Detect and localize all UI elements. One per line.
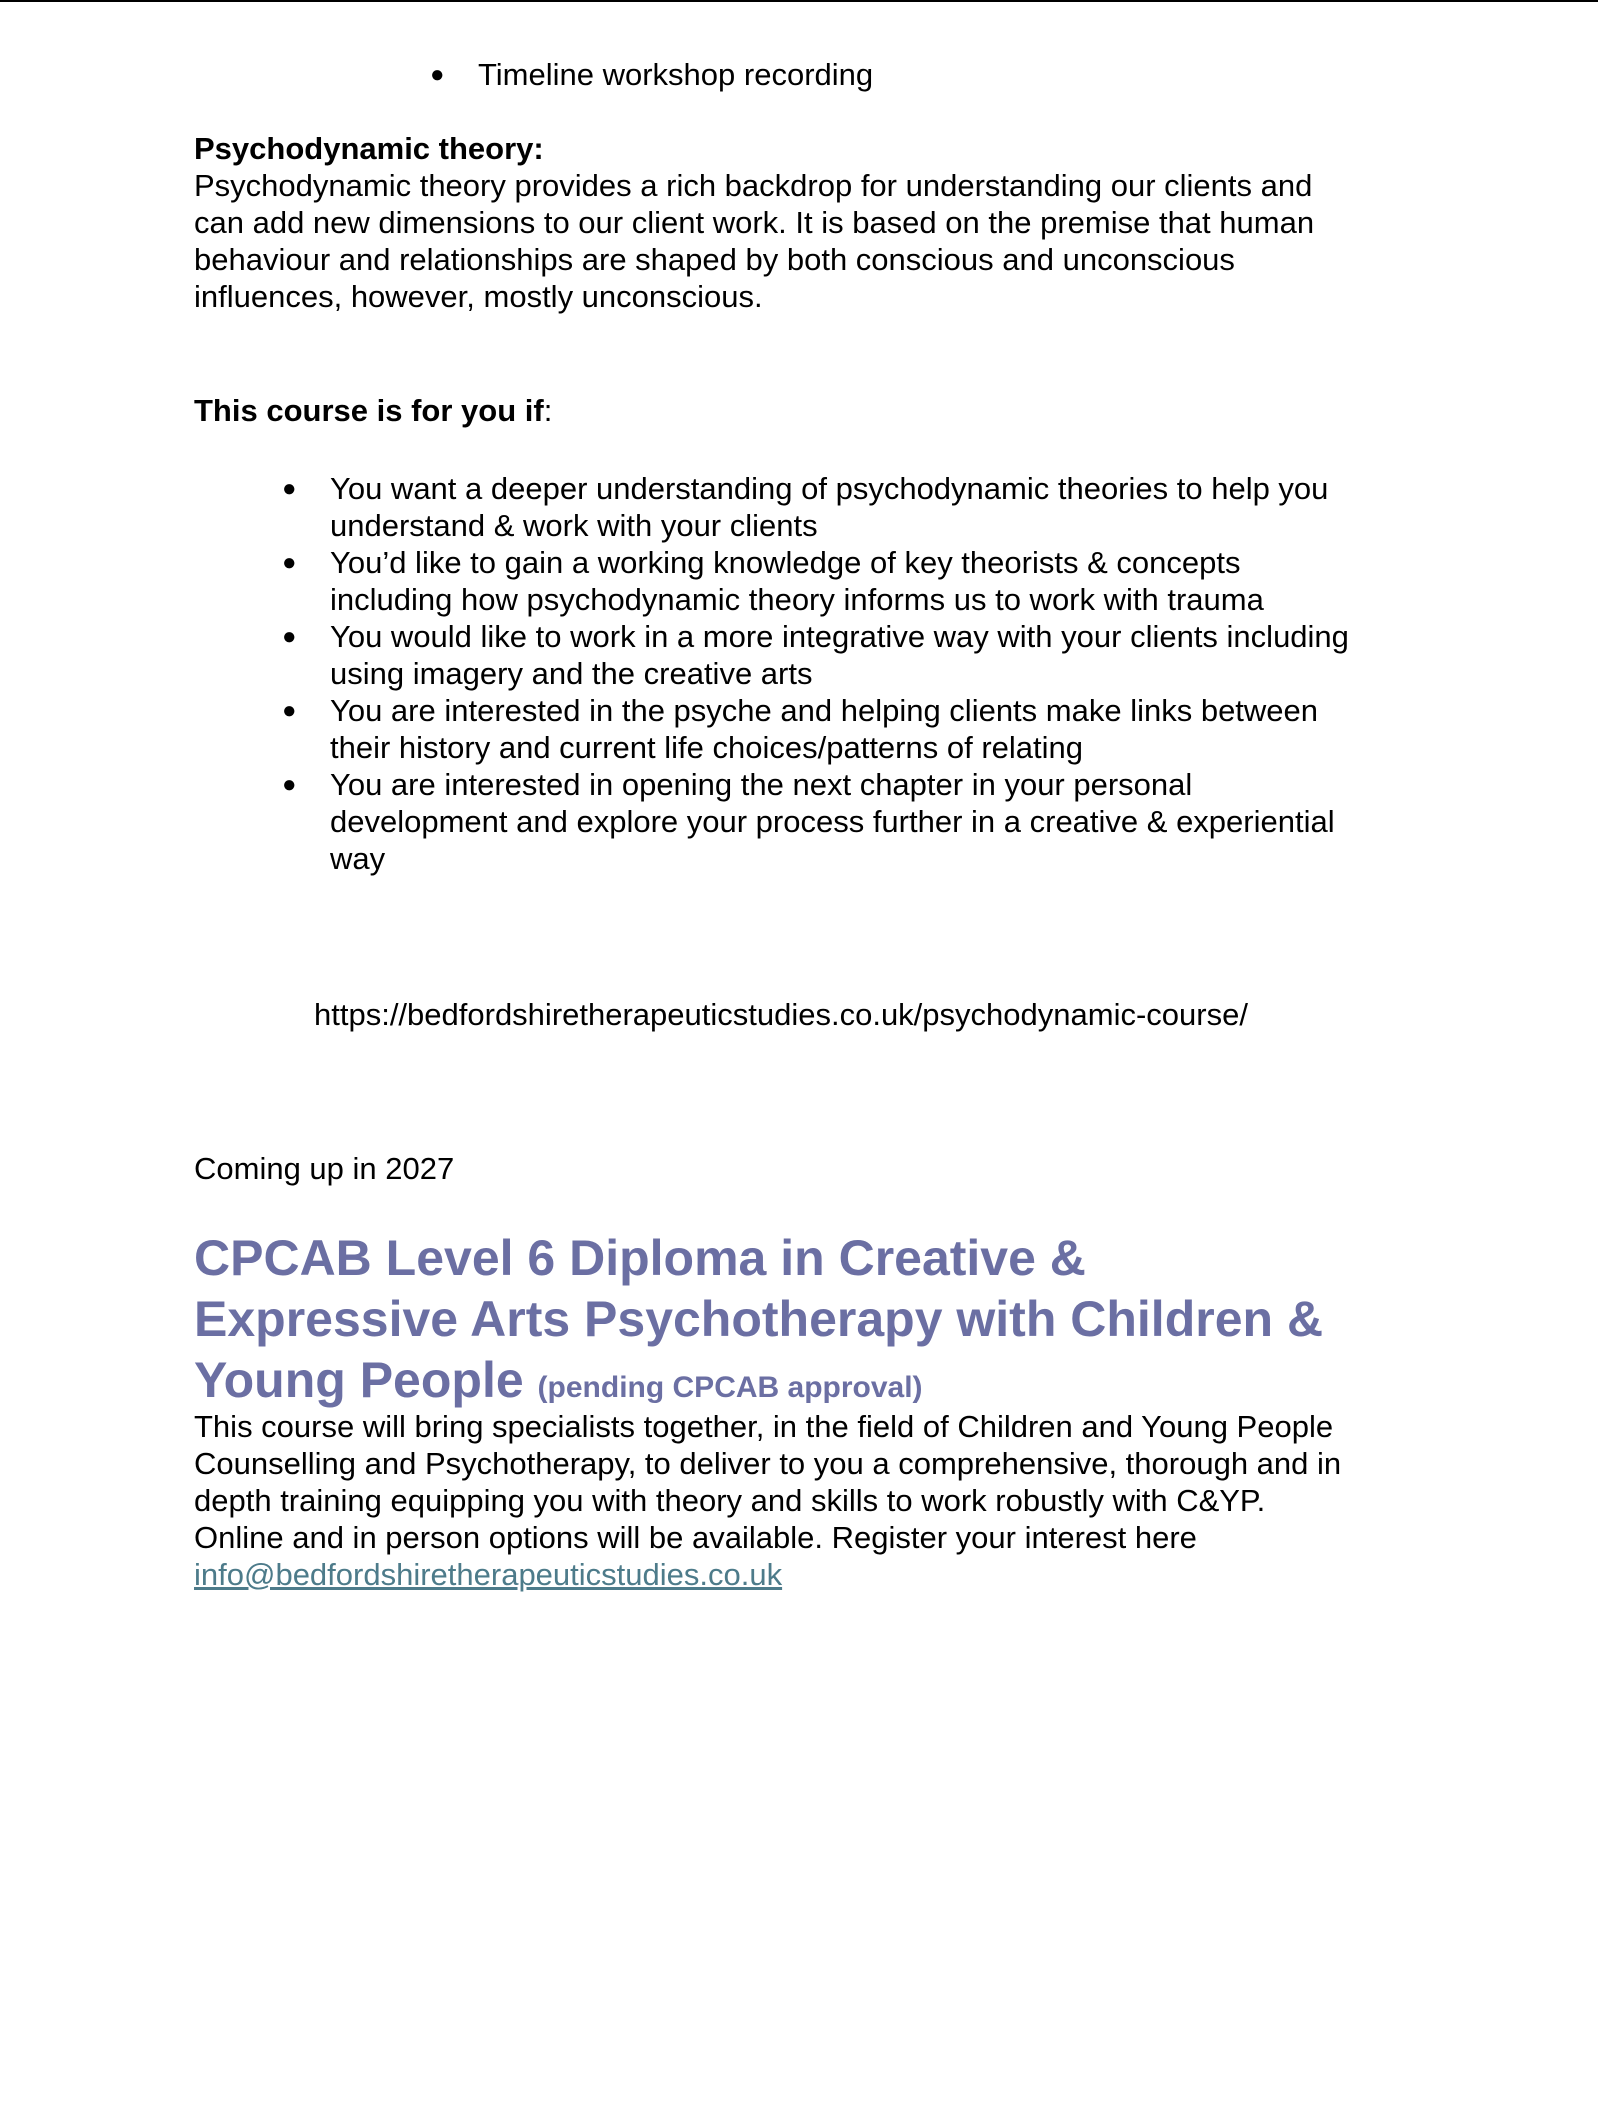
list-item [430, 56, 1330, 93]
diploma-title-line: Young People [194, 1352, 524, 1408]
diploma-description [194, 1408, 1454, 1593]
list-item-line: way [330, 841, 386, 876]
course-url-text: https://bedfordshiretherapeuticstudies.co.uk/psychodynamic-course/ [314, 997, 1248, 1032]
list-item-line: understand & work with your clients [330, 508, 818, 543]
paragraph-line: influences, however, mostly unconscious. [194, 279, 763, 314]
diploma-title-last-row [194, 1350, 1454, 1411]
diploma-title-line: Expressive Arts Psychotherapy with Children & [194, 1291, 1324, 1347]
paragraph-line: Counselling and Psychotherapy, to deliver to you a comprehensive, thorough and in [194, 1446, 1342, 1481]
list-item-line: using imagery and the creative arts [330, 656, 813, 691]
for-you-heading-colon: : [543, 393, 553, 428]
list-item-line: You want a deeper understanding of psychodynamic theories to help you [330, 471, 1329, 506]
for-you-list [282, 470, 1432, 877]
paragraph-line: depth training equipping you with theory and skills to work robustly with C&YP. [194, 1483, 1266, 1518]
diploma-approval-note: (pending CPCAB approval) [537, 1371, 923, 1404]
psychodynamic-paragraph [194, 167, 1424, 315]
list-item [282, 470, 1432, 544]
list-item-line: You’d like to gain a working knowledge of key theorists & concepts [330, 545, 1241, 580]
psychodynamic-heading: Psychodynamic theory: [194, 131, 544, 166]
list-item-line: including how psychodynamic theory informs us to work with trauma [330, 582, 1264, 617]
list-item [282, 544, 1432, 618]
paragraph-line: Psychodynamic theory provides a rich backdrop for understanding our clients and [194, 168, 1313, 203]
diploma-title-line: CPCAB Level 6 Diploma in Creative & [194, 1230, 1086, 1286]
list-item-line: You are interested in opening the next chapter in your personal [330, 767, 1193, 802]
bullet-dot-icon: ● [282, 771, 297, 798]
bullet-dot-icon: ● [282, 549, 297, 576]
for-you-heading-row [194, 392, 1424, 429]
diploma-title [194, 1228, 1454, 1411]
for-you-heading: This course is for you if [194, 393, 544, 428]
paragraph-line: can add new dimensions to our client work. It is based on the premise that human [194, 205, 1315, 240]
bullet-dot-icon: ● [282, 475, 297, 502]
psychodynamic-section [194, 130, 1424, 315]
bullet-dot-icon: ● [430, 61, 445, 88]
list-item-line: You would like to work in a more integrative way with your clients including [330, 619, 1349, 654]
paragraph-line: This course will bring specialists together, in the field of Children and Young People [194, 1409, 1334, 1444]
bullet-dot-icon: ● [282, 697, 297, 724]
bullet-dot-icon: ● [282, 623, 297, 650]
top-bullet-list [430, 56, 1330, 93]
list-item [282, 766, 1432, 877]
list-item-text: Timeline workshop recording [478, 57, 874, 92]
list-item-line: their history and current life choices/patterns of relating [330, 730, 1083, 765]
paragraph-line: Online and in person options will be available. Register your interest here [194, 1520, 1197, 1555]
list-item-line: You are interested in the psyche and helping clients make links between [330, 693, 1319, 728]
email-link[interactable]: info@bedfordshiretherapeuticstudies.co.uk [194, 1557, 783, 1592]
paragraph-line: behaviour and relationships are shaped by both conscious and unconscious [194, 242, 1235, 277]
coming-up-text: Coming up in 2027 [194, 1151, 455, 1186]
list-item [282, 618, 1432, 692]
list-item-line: development and explore your process further in a creative & experiential [330, 804, 1335, 839]
list-item [282, 692, 1432, 766]
